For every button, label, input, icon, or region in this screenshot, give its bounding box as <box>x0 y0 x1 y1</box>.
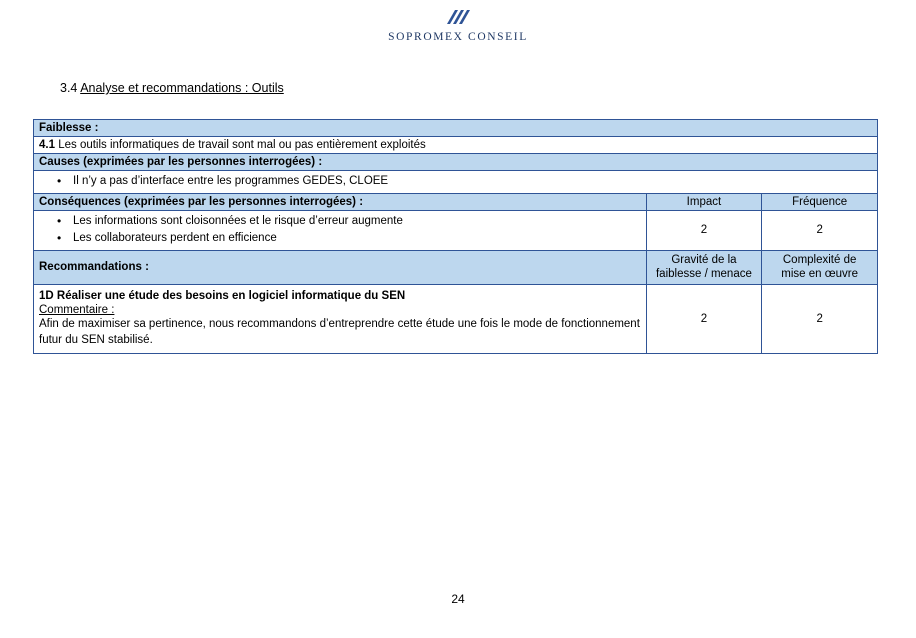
table-row-weakness <box>34 137 878 154</box>
three-slanted-bars-logo-icon <box>368 8 548 28</box>
comment-label: Commentaire : <box>39 304 115 317</box>
consequences-list <box>39 213 641 248</box>
analysis-table-container <box>33 119 878 354</box>
analysis-table <box>33 119 878 354</box>
table-row-causes-header <box>34 154 878 171</box>
weakness-header-cell: Faiblesse : <box>34 120 878 137</box>
recommendations-header-cell: Recommandations : <box>34 250 647 285</box>
consequences-header-cell: Conséquences (exprimées par les personnes interrogées) : <box>34 193 647 210</box>
section-number: 3.4 <box>60 81 78 95</box>
complexity-header-cell <box>762 250 878 285</box>
consequences-cell <box>34 210 647 250</box>
gravity-header-cell <box>646 250 762 285</box>
list-item: • Il n’y a pas d’interface entre les programmes GEDES, CLOEE <box>57 173 872 191</box>
document-header <box>0 0 916 43</box>
table-row-consequences <box>34 210 878 250</box>
list-item: • Les collaborateurs perdent en efficience <box>57 230 641 248</box>
page-number: 24 <box>451 592 465 606</box>
page-title <box>60 81 916 95</box>
complexity-value-cell: 2 <box>762 285 878 354</box>
weakness-number: 4.1 <box>39 139 55 151</box>
impact-value-cell: 2 <box>646 210 762 250</box>
recommendation-title: 1D Réaliser une étude des besoins en logiciel informatique du SEN <box>39 290 406 303</box>
complexity-header-line2: mise en œuvre <box>781 268 858 281</box>
list-item: • Les informations sont cloisonnées et le risque d’erreur augmente <box>57 213 641 231</box>
table-row-causes <box>34 171 878 194</box>
impact-header-cell: Impact <box>646 193 762 210</box>
table-row-recommendation <box>34 285 878 354</box>
company-name: SOPROMEX CONSEIL <box>388 31 528 43</box>
section-heading-text: Analyse et recommandations : Outils <box>80 81 284 95</box>
gravity-header-line1: Gravité de la <box>671 253 737 266</box>
gravity-header-line2: faiblesse / menace <box>655 268 752 281</box>
table-row-consequences-header <box>34 193 878 210</box>
frequency-header-cell: Fréquence <box>762 193 878 210</box>
comment-text: Afin de maximiser sa pertinence, nous recommandons d’entreprendre cette étude une fois le mode de fonctionnement futur du SEN stabilisé. <box>39 318 640 346</box>
causes-cell <box>34 171 878 194</box>
frequency-value-cell: 2 <box>762 210 878 250</box>
recommendation-cell <box>34 285 647 354</box>
causes-list <box>39 173 872 191</box>
causes-header-cell: Causes (exprimées par les personnes interrogées) : <box>34 154 878 171</box>
table-row-weakness-header <box>34 120 878 137</box>
table-row-recommendations-header <box>34 250 878 285</box>
company-logo <box>368 8 548 43</box>
complexity-header-line1: Complexité de <box>782 253 857 266</box>
weakness-text: Les outils informatiques de travail sont mal ou pas entièrement exploités <box>58 139 426 151</box>
gravity-value-cell: 2 <box>646 285 762 354</box>
weakness-cell <box>34 137 878 154</box>
